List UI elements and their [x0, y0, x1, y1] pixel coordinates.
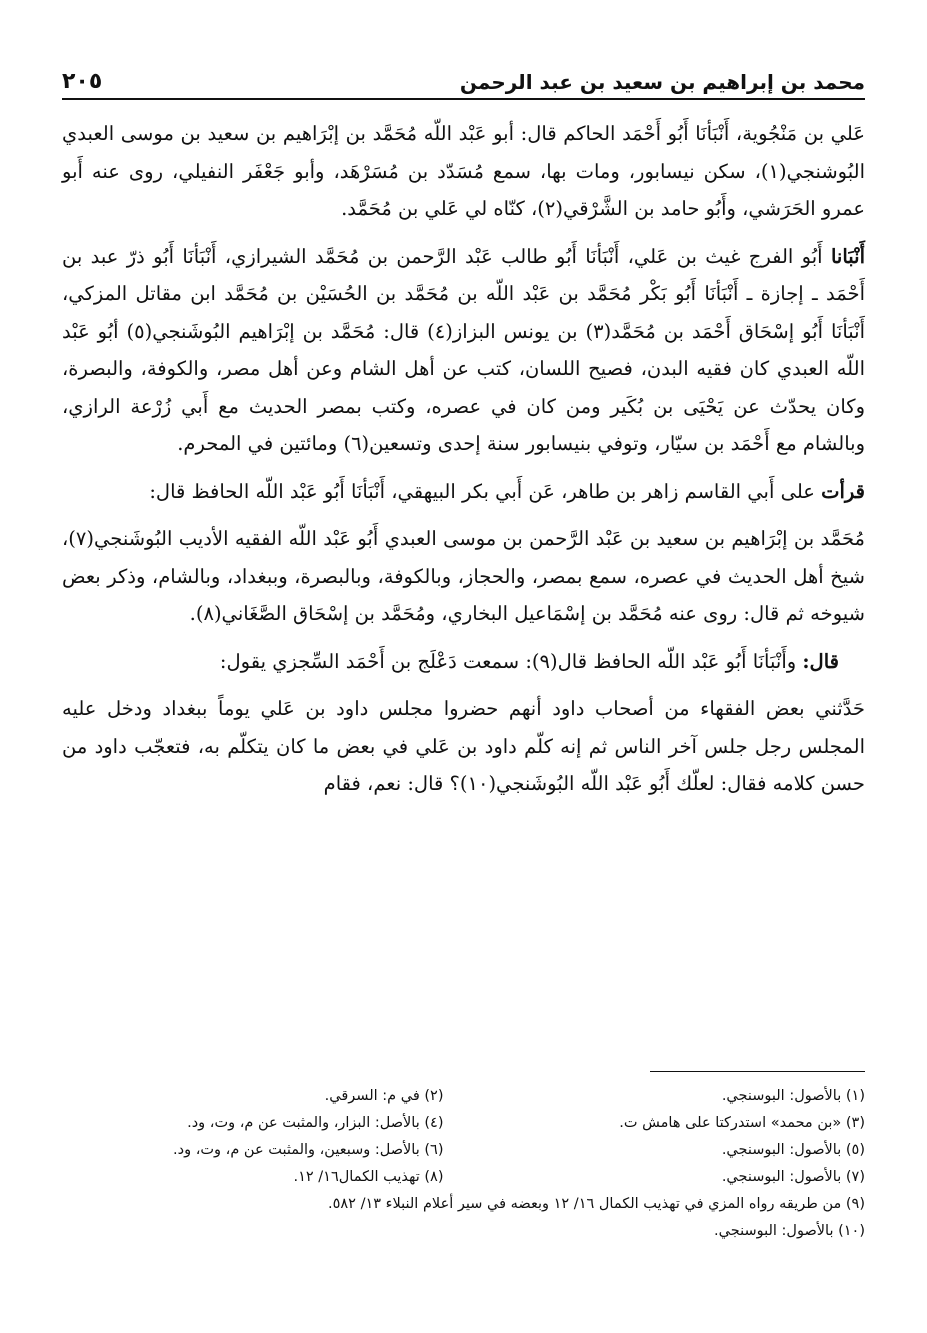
footnote: (٨) تهذيب الكمال١٦/ ١٢.	[293, 1169, 444, 1185]
footnote: (٣) «بن محمد» استدركتا على هامش ت.	[619, 1115, 865, 1131]
footnote: (١٠) بالأصول: البوسنجي.	[714, 1223, 865, 1239]
paragraph-text: على أَبي القاسم زاهر بن طاهر، عَن أَبي بكر البيهقي، أَنْبَأنَا أَبُو عَبْد اللّه الحافظ قال:	[149, 479, 822, 503]
footnotes	[62, 1083, 865, 1245]
paragraph	[62, 520, 865, 633]
paragraph-lead: قرأت	[821, 479, 865, 503]
running-header	[62, 60, 865, 100]
footnote: (٩) من طريقه رواه المزي في تهذيب الكمال ١٦/ ١٢ وبعضه في سير أعلام النبلاء ١٣/ ٥٨٢.	[328, 1196, 865, 1212]
footnote: (٦) بالأصل: وسبعين، والمثبت عن م، وت، ود.	[173, 1142, 444, 1158]
paragraph-text: أَبُو الفرج غيث بن عَلي، أَنْبَأنَا أَبُو طالب عَبْد الرَّحمن بن مُحَمَّد الشيرازي، أَنْبَأنَا أَبُو ذرّ عبد بن أَحْمَد ـ إجازة ـ أَنْبَأنَا أَبُو بَكْر مُحَمَّد بن عَبْد اللّه بن مُحَمَّد بن الحُسَيْن بن مُحَمَّد ابن مقاتل المزكي، أَنْبَأنَا أَبُو إسْحَاق أَحْمَد بن مُحَمَّد(٣) بن يونس البزاز(٤) قال: مُحَمَّد بن إبْرَاهيم البُوشَنجي(٥) أبُو عَبْد اللّه العبدي كان فقيه البدن، فصيح اللسان، كتب عن أهل الشام وعن أهل مصر، والكوفة، والبصرة، وكان يحدّث عن يَحْيَى بن بُكَير ومن كان في عصره، وكتب بمصر الحديث مع أَبي زُرْعة الرازي، وبالشام مع أَحْمَد بن سيّار، وتوفي بنيسابور سنة إحدى وتسعين(٦) ومائتين في المحرم.	[62, 244, 865, 455]
footnote-separator	[650, 1071, 865, 1072]
page-number: ٢٠٥	[62, 69, 103, 94]
paragraph	[62, 473, 865, 511]
paragraph-lead: أَنْبَانا	[830, 244, 865, 268]
running-title: محمد بن إبراهيم بن سعيد بن عبد الرحمن	[459, 70, 865, 94]
footnote: (٧) بالأصول: البوسنجي.	[721, 1169, 865, 1185]
paragraph	[62, 115, 865, 228]
paragraph-text: وأَنْبَأنَا أَبُو عَبْد اللّه الحافظ قال(٩): سمعت دَعْلَج بن أَحْمَد السِّجزي يقول:	[219, 649, 803, 673]
footnote: (٤) بالأصل: البزار، والمثبت عن م، وت، ود.	[187, 1115, 444, 1131]
paragraph-text: عَلي بن مَنْجُوية، أَنْبَأنَا أَبُو أَحْمَد الحاكم قال: أبو عَبْد اللّه مُحَمَّد بن إبْرَاهيم بن سعيد بن موسى العبدي البُوشنجي(١)، سكن نيسابور، ومات بها، سمع مُسَدّد بن مُسَرْهَد، وأبو جَعْفَر النفيلي، روى عنه أَبو عمرو الحَرَشي، وأَبُو حامد بن الشَّرْقي(٢)، كنّاه لي عَلي بن مُحَمَّد.	[62, 122, 865, 220]
paragraph	[62, 690, 865, 803]
paragraph	[62, 238, 865, 463]
paragraph-text: حَدَّثني بعض الفقهاء من أصحاب داود أنهم حضروا مجلس داود بن عَلي يوماً ببغداد ودخل عليه المجلس رجل جلس آخر الناس ثم إنه كلّم داود بن عَلي في بعض ما كان يتكلّم به، فتعجّب داود من حسن كلامه فقال: لعلّك أَبُو عَبْد اللّه البُوشَنجي(١٠)؟ قال: نعم، فقام	[62, 697, 865, 795]
paragraph-lead: قال:	[802, 649, 839, 673]
paragraph	[62, 643, 865, 681]
footnote: (٥) بالأصول: البوسنجي.	[721, 1142, 865, 1158]
footnote: (١) بالأصول: البوسنجي.	[721, 1088, 865, 1104]
footnote: (٢) في م: السرقي.	[324, 1088, 444, 1104]
paragraph-text: مُحَمَّد بن إبْرَاهيم بن سعيد بن عَبْد الرَّحمن بن موسى العبدي أَبُو عَبْد اللّه الفقيه الأديب البُوشَنجي(٧)، شيخ أهل الحديث في عصره، سمع بمصر، والحجاز، وبالكوفة، وبالبصرة، وببغداد، وبالشام، وذكر بعض شيوخه ثم قال: روى عنه مُحَمَّد بن إسْمَاعيل البخاري، ومُحَمَّد بن إسْحَاق الصَّغَاني(٨).	[62, 527, 865, 625]
footnote-grid	[62, 1083, 865, 1191]
main-text	[62, 115, 865, 803]
